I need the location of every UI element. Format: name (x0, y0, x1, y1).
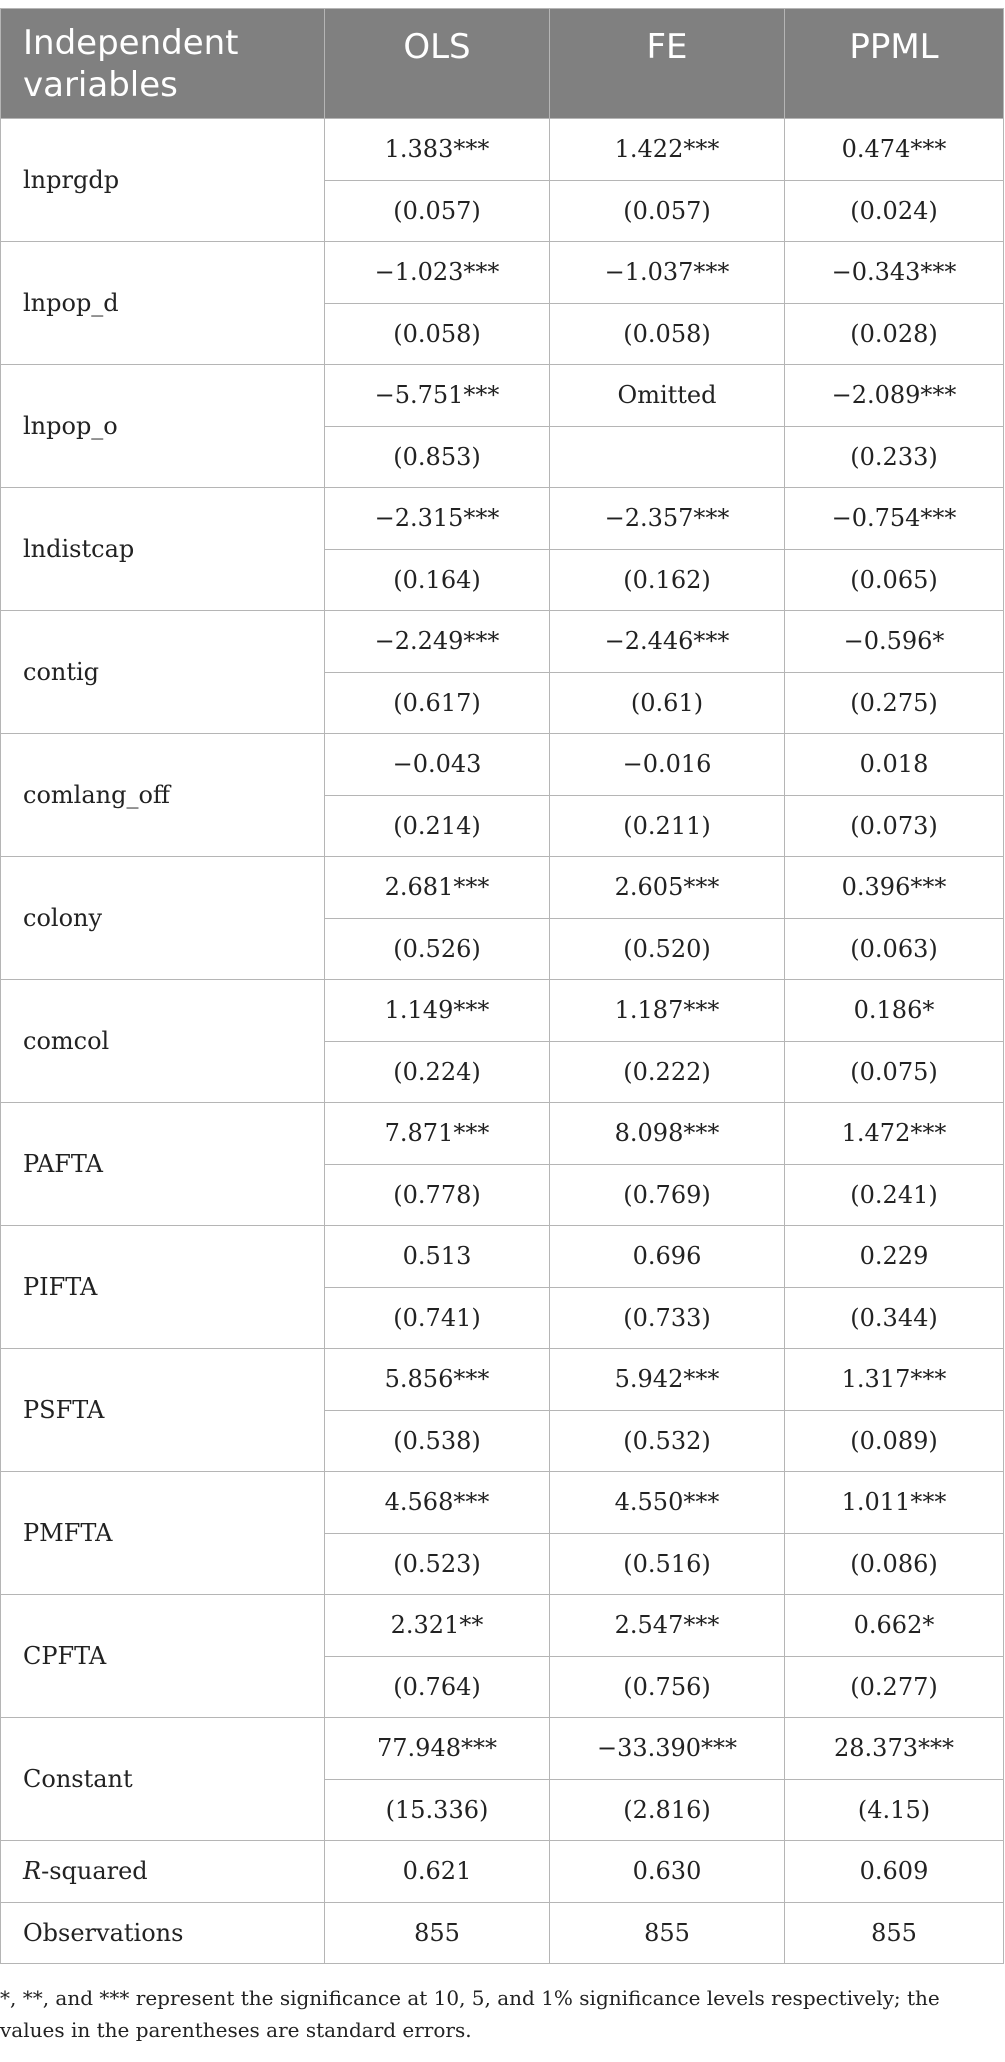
header-independent-variables: Independent variables (1, 9, 325, 119)
standard-error-cell: (0.058) (325, 303, 550, 365)
coefficient-cell: −0.754*** (785, 488, 1004, 550)
standard-error-cell: (0.61) (550, 672, 785, 734)
coefficient-cell: 1.383*** (325, 119, 550, 181)
coefficient-cell: −2.249*** (325, 611, 550, 673)
coefficient-cell: −33.390*** (550, 1718, 785, 1780)
coefficient-cell: 1.317*** (785, 1349, 1004, 1411)
standard-error-cell: (0.516) (550, 1533, 785, 1595)
standard-error-cell: (0.057) (550, 180, 785, 242)
coefficient-cell: −0.343*** (785, 242, 1004, 304)
coefficient-cell: 2.321** (325, 1595, 550, 1657)
variable-name: lndistcap (1, 488, 325, 611)
standard-error-cell: (4.15) (785, 1779, 1004, 1841)
variable-name: colony (1, 857, 325, 980)
table-row (1, 365, 1004, 427)
coefficient-cell: −1.037*** (550, 242, 785, 304)
standard-error-cell: (0.532) (550, 1410, 785, 1472)
standard-error-cell: (0.778) (325, 1164, 550, 1226)
table-footnote: *, **, and *** represent the significance at 10, 5, and 1% significance levels respectively; the values in the parentheses are standard errors. (0, 1986, 940, 2042)
standard-error-cell: (0.756) (550, 1656, 785, 1718)
coefficient-cell: −2.089*** (785, 365, 1004, 427)
observations-value: 855 (785, 1902, 1004, 1964)
header-ppml: PPML (785, 9, 1004, 119)
coefficient-cell: 7.871*** (325, 1103, 550, 1165)
variable-name: comcol (1, 980, 325, 1103)
rsquared-row (1, 1841, 1004, 1903)
header-fe: FE (550, 9, 785, 119)
coefficient-cell: 5.942*** (550, 1349, 785, 1411)
coefficient-cell: 0.662* (785, 1595, 1004, 1657)
standard-error-cell: (0.073) (785, 795, 1004, 857)
standard-error-cell: (0.065) (785, 549, 1004, 611)
rsquared-value: 0.630 (550, 1841, 785, 1903)
standard-error-cell: (0.075) (785, 1041, 1004, 1103)
standard-error-cell: (0.617) (325, 672, 550, 734)
standard-error-cell: (0.057) (325, 180, 550, 242)
table-row (1, 1103, 1004, 1165)
rsquared-label (1, 1841, 325, 1903)
coefficient-cell: 5.856*** (325, 1349, 550, 1411)
coefficient-cell: −2.357*** (550, 488, 785, 550)
standard-error-cell: (0.275) (785, 672, 1004, 734)
observations-value: 855 (325, 1902, 550, 1964)
coefficient-cell: Omitted (550, 365, 785, 427)
coefficient-cell: 4.550*** (550, 1472, 785, 1534)
coefficient-cell: 8.098*** (550, 1103, 785, 1165)
standard-error-cell: (0.277) (785, 1656, 1004, 1718)
coefficient-cell: 0.474*** (785, 119, 1004, 181)
standard-error-cell: (0.024) (785, 180, 1004, 242)
coefficient-cell: 2.605*** (550, 857, 785, 919)
table-row (1, 1718, 1004, 1780)
header-ols: OLS (325, 9, 550, 119)
standard-error-cell: (0.089) (785, 1410, 1004, 1472)
table-body (1, 119, 1004, 1964)
standard-error-cell: (0.086) (785, 1533, 1004, 1595)
variable-name: PSFTA (1, 1349, 325, 1472)
standard-error-cell: (0.526) (325, 918, 550, 980)
table-row (1, 242, 1004, 304)
table-row (1, 1472, 1004, 1534)
standard-error-cell: (0.164) (325, 549, 550, 611)
variable-name: lnprgdp (1, 119, 325, 242)
regression-table (0, 8, 1004, 1964)
coefficient-cell: −0.043 (325, 734, 550, 796)
standard-error-cell: (0.058) (550, 303, 785, 365)
coefficient-cell: 2.547*** (550, 1595, 785, 1657)
rsquared-label-rest: -squared (41, 1857, 148, 1886)
table-row (1, 488, 1004, 550)
standard-error-cell: (0.028) (785, 303, 1004, 365)
standard-error-cell: (0.853) (325, 426, 550, 488)
standard-error-cell: (0.520) (550, 918, 785, 980)
standard-error-cell: (0.764) (325, 1656, 550, 1718)
standard-error-cell: (0.214) (325, 795, 550, 857)
rsquared-value: 0.609 (785, 1841, 1004, 1903)
table-row (1, 734, 1004, 796)
table-row (1, 1349, 1004, 1411)
coefficient-cell: 1.011*** (785, 1472, 1004, 1534)
standard-error-cell: (15.336) (325, 1779, 550, 1841)
standard-error-cell: (0.241) (785, 1164, 1004, 1226)
table-row (1, 857, 1004, 919)
table-row (1, 980, 1004, 1042)
coefficient-cell: 1.149*** (325, 980, 550, 1042)
coefficient-cell: 0.513 (325, 1226, 550, 1288)
variable-name: Constant (1, 1718, 325, 1841)
coefficient-cell: 28.373*** (785, 1718, 1004, 1780)
coefficient-cell: 1.472*** (785, 1103, 1004, 1165)
standard-error-cell: (0.233) (785, 426, 1004, 488)
variable-name: lnpop_d (1, 242, 325, 365)
variable-name: lnpop_o (1, 365, 325, 488)
standard-error-cell: (0.222) (550, 1041, 785, 1103)
table-row (1, 1226, 1004, 1288)
coefficient-cell: 77.948*** (325, 1718, 550, 1780)
variable-name: CPFTA (1, 1595, 325, 1718)
standard-error-cell: (0.344) (785, 1287, 1004, 1349)
table-row (1, 1595, 1004, 1657)
coefficient-cell: 0.018 (785, 734, 1004, 796)
observations-value: 855 (550, 1902, 785, 1964)
rsquared-value: 0.621 (325, 1841, 550, 1903)
standard-error-cell: (0.162) (550, 549, 785, 611)
standard-error-cell: (0.523) (325, 1533, 550, 1595)
coefficient-cell: 0.696 (550, 1226, 785, 1288)
header-row (1, 9, 1004, 119)
coefficient-cell: −2.446*** (550, 611, 785, 673)
coefficient-cell: 0.186* (785, 980, 1004, 1042)
variable-name: contig (1, 611, 325, 734)
standard-error-cell: (0.063) (785, 918, 1004, 980)
variable-name: PIFTA (1, 1226, 325, 1349)
observations-label: Observations (1, 1902, 325, 1964)
coefficient-cell: −0.016 (550, 734, 785, 796)
table-row (1, 119, 1004, 181)
variable-name: PMFTA (1, 1472, 325, 1595)
coefficient-cell: 1.422*** (550, 119, 785, 181)
standard-error-cell: (0.211) (550, 795, 785, 857)
coefficient-cell: −5.751*** (325, 365, 550, 427)
standard-error-cell: (0.733) (550, 1287, 785, 1349)
observations-row (1, 1902, 1004, 1964)
coefficient-cell: 1.187*** (550, 980, 785, 1042)
standard-error-cell: (0.741) (325, 1287, 550, 1349)
standard-error-cell: (2.816) (550, 1779, 785, 1841)
coefficient-cell: 0.396*** (785, 857, 1004, 919)
standard-error-cell: (0.224) (325, 1041, 550, 1103)
table-row (1, 611, 1004, 673)
variable-name: comlang_off (1, 734, 325, 857)
coefficient-cell: 0.229 (785, 1226, 1004, 1288)
variable-name: PAFTA (1, 1103, 325, 1226)
coefficient-cell: −1.023*** (325, 242, 550, 304)
standard-error-cell (550, 426, 785, 488)
coefficient-cell: −0.596* (785, 611, 1004, 673)
standard-error-cell: (0.769) (550, 1164, 785, 1226)
standard-error-cell: (0.538) (325, 1410, 550, 1472)
coefficient-cell: 4.568*** (325, 1472, 550, 1534)
coefficient-cell: 2.681*** (325, 857, 550, 919)
rsquared-label-italic: R (23, 1857, 42, 1886)
coefficient-cell: −2.315*** (325, 488, 550, 550)
